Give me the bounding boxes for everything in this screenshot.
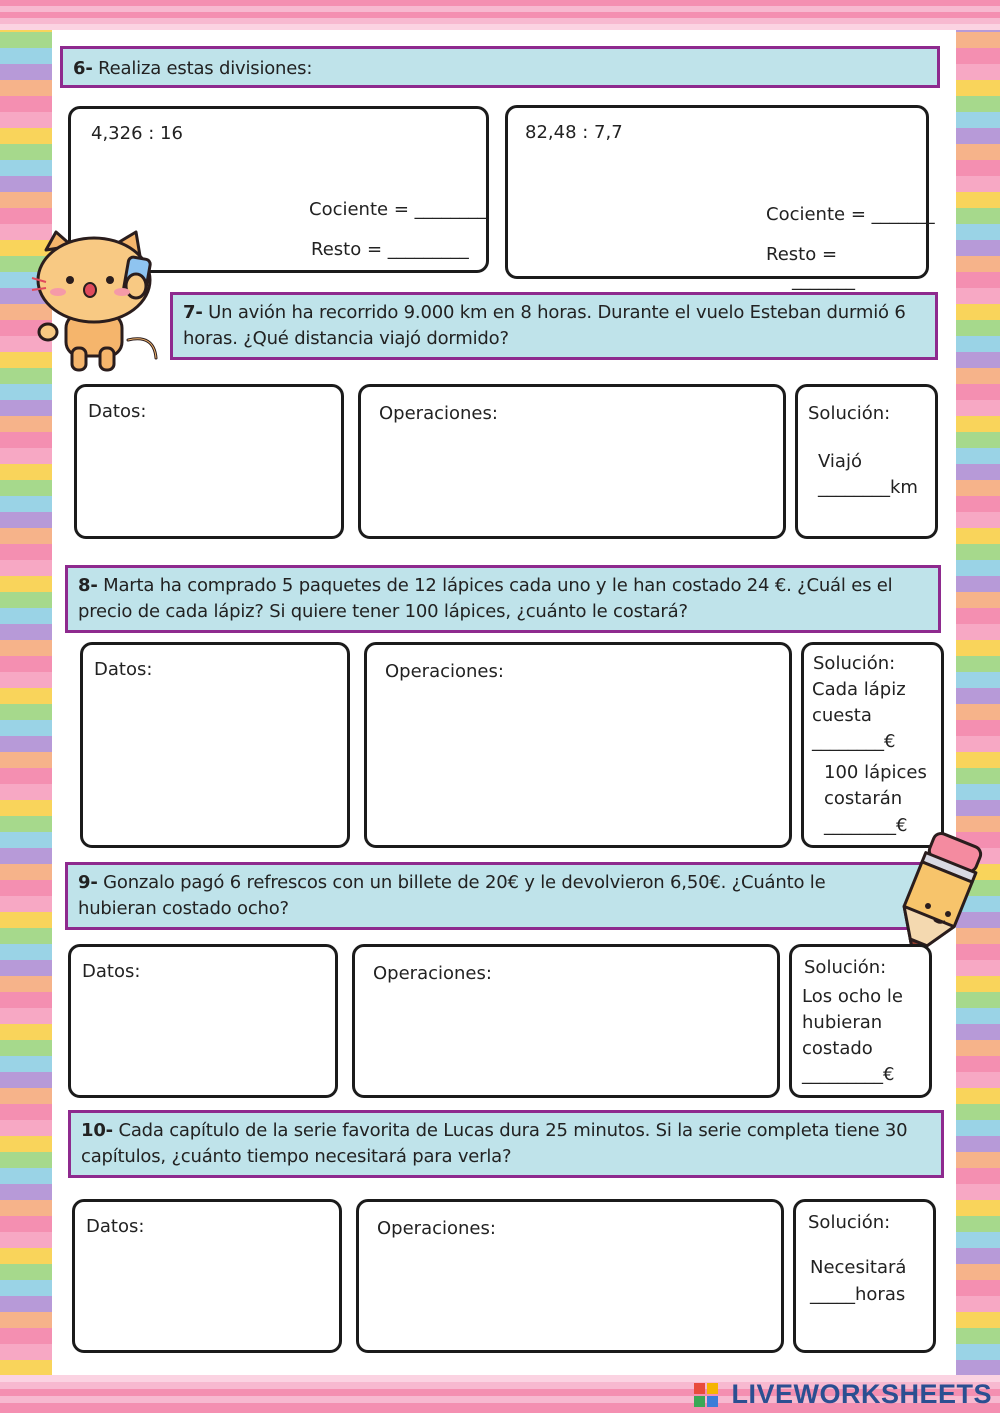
stripe-band (0, 416, 52, 432)
exercise-10-statement: 10- Cada capítulo de la serie favorita de Lucas dura 25 minutos. Si la serie completa tiene 30 capítulos, ¿cuánto tiempo necesitará para verla? (68, 1110, 944, 1178)
stripe-band (0, 784, 52, 800)
stripe-band (0, 80, 52, 96)
solucion-label: Solución: (804, 957, 887, 978)
solucion-text: costarán (824, 788, 903, 809)
exercise-6-title: 6- Realiza estas divisiones: (60, 46, 940, 88)
datos-label: Datos: (88, 401, 147, 422)
stripe-band (0, 1024, 52, 1040)
exercise-9-statement: 9- Gonzalo pagó 6 refrescos con un billete de 20€ y le devolvieron 6,50€. ¿Cuánto le hubieran costado ocho? (65, 862, 941, 930)
operaciones-label: Operaciones: (377, 1218, 496, 1239)
stripe-band (0, 448, 52, 464)
top-stripe-border (0, 0, 1000, 30)
stripe-band (0, 1120, 52, 1136)
division-operation: 82,48 : 7,7 (525, 122, 623, 143)
stripe-band (0, 672, 52, 688)
solucion-text: Viajó (818, 451, 862, 472)
stripe-band (0, 848, 52, 864)
stripe-band (0, 1104, 52, 1120)
stripe-band (0, 432, 52, 448)
solucion-text: costado (802, 1038, 873, 1059)
liveworksheets-brand[interactable]: LIVEWORKSHEETS (731, 1379, 992, 1409)
solucion-text: 100 lápices (824, 762, 927, 783)
stripe-band (0, 800, 52, 816)
datos-box[interactable] (68, 944, 338, 1098)
operaciones-label: Operaciones: (385, 661, 504, 682)
answer-field-euro[interactable]: _________€ (802, 1064, 895, 1085)
solucion-text: Los ocho le (802, 986, 903, 1007)
stripe-band (0, 768, 52, 784)
solucion-box (793, 1199, 936, 1353)
stripe-band (0, 1040, 52, 1056)
stripe-band (0, 512, 52, 528)
stripe-band (0, 656, 52, 672)
stripe-band (0, 576, 52, 592)
resto-field[interactable]: _______ (792, 270, 855, 291)
answer-field-euro[interactable]: ________€ (824, 815, 908, 836)
stripe-band (0, 832, 52, 848)
stripe-band (0, 960, 52, 976)
solucion-box (795, 384, 938, 539)
stripe-band (0, 912, 52, 928)
stripe-band (0, 544, 52, 560)
stripe-band (0, 944, 52, 960)
stripe-band (0, 704, 52, 720)
solucion-box (789, 944, 932, 1098)
solucion-text: hubieran (802, 1012, 883, 1033)
stripe-band (0, 192, 52, 208)
stripe-band (0, 720, 52, 736)
stripe-band (0, 1184, 52, 1200)
operaciones-label: Operaciones: (379, 403, 498, 424)
stripe-band (0, 1232, 52, 1248)
stripe-band (0, 400, 52, 416)
stripe-band (0, 1200, 52, 1216)
solucion-label: Solución: (813, 653, 896, 674)
stripe-band (0, 176, 52, 192)
stripe-band (0, 1296, 52, 1312)
solucion-box (801, 642, 944, 848)
stripe-band (0, 688, 52, 704)
operaciones-box[interactable] (364, 642, 792, 848)
solucion-text: cuesta (812, 705, 872, 726)
stripe-band (0, 1008, 52, 1024)
operaciones-box[interactable] (356, 1199, 784, 1353)
stripe-band (0, 64, 52, 80)
solucion-text: Cada lápiz (812, 679, 906, 700)
exercise-8-statement: 8- Marta ha comprado 5 paquetes de 12 lápices cada uno y le han costado 24 €. ¿Cuál es el precio de cada lápiz? Si quiere tener 100 lápices, ¿cuánto le costará? (65, 565, 941, 633)
stripe-band (0, 48, 52, 64)
stripe-band (0, 464, 52, 480)
division-box-2 (505, 105, 935, 291)
datos-box[interactable] (80, 642, 350, 848)
stripe-band (0, 480, 52, 496)
stripe-band (0, 528, 52, 544)
solucion-label: Solución: (808, 1212, 891, 1233)
operaciones-box[interactable] (358, 384, 786, 539)
stripe-band (0, 1360, 52, 1376)
stripe-band (0, 1264, 52, 1280)
stripe-band (0, 384, 52, 400)
stripe-band (0, 112, 52, 128)
stripe-band (0, 976, 52, 992)
stripe-band (0, 32, 52, 48)
datos-label: Datos: (86, 1216, 145, 1237)
left-stripe-border (0, 0, 52, 1413)
stripe-band (0, 640, 52, 656)
cat-phone-illustration (28, 228, 164, 378)
resto-label: Resto = (766, 244, 838, 265)
stripe-band (0, 496, 52, 512)
stripe-band (0, 896, 52, 912)
stripe-band (0, 816, 52, 832)
stripe-band (0, 752, 52, 768)
cociente-field[interactable]: Cociente = _______ (766, 204, 935, 225)
stripe-band (0, 1344, 52, 1360)
stripe-band (0, 208, 52, 224)
stripe-band (0, 928, 52, 944)
stripe-band (0, 736, 52, 752)
cociente-field[interactable]: Cociente = ________ (309, 199, 487, 220)
stripe-band (0, 144, 52, 160)
liveworksheets-logo-icon (694, 1383, 718, 1407)
operaciones-label: Operaciones: (373, 963, 492, 984)
solucion-text: Necesitará (810, 1257, 907, 1278)
answer-field-km[interactable]: ________km (818, 477, 918, 498)
exercise-7-statement: 7- Un avión ha recorrido 9.000 km en 8 horas. Durante el vuelo Esteban durmió 6 horas. ¿Qué distancia viajó dormido? (170, 292, 938, 360)
stripe-band (0, 1072, 52, 1088)
stripe-band (0, 1248, 52, 1264)
stripe-band (0, 592, 52, 608)
resto-field[interactable]: Resto = _________ (311, 239, 469, 260)
stripe-band (0, 1328, 52, 1344)
stripe-band (0, 1216, 52, 1232)
stripe-band (0, 128, 52, 144)
stripe-band (0, 880, 52, 896)
answer-field-euro[interactable]: ________€ (812, 731, 896, 752)
stripe-band (0, 624, 52, 640)
stripe-band (0, 1152, 52, 1168)
stripe-band (0, 1136, 52, 1152)
datos-label: Datos: (82, 961, 141, 982)
stripe-band (0, 160, 52, 176)
stripe-band (0, 608, 52, 624)
stripe-band (0, 1312, 52, 1328)
datos-box[interactable] (72, 1199, 342, 1353)
stripe-band (0, 1280, 52, 1296)
stripe-band (0, 96, 52, 112)
operaciones-box[interactable] (352, 944, 780, 1098)
stripe-band (0, 1168, 52, 1184)
stripe-band (0, 1056, 52, 1072)
stripe-band (0, 992, 52, 1008)
answer-field-horas[interactable]: _____horas (810, 1284, 906, 1305)
datos-label: Datos: (94, 659, 153, 680)
stripe-band (0, 864, 52, 880)
stripe-band (0, 560, 52, 576)
division-operation: 4,326 : 16 (91, 123, 183, 144)
solucion-label: Solución: (808, 403, 891, 424)
stripe-band (0, 1088, 52, 1104)
datos-box[interactable] (74, 384, 344, 539)
